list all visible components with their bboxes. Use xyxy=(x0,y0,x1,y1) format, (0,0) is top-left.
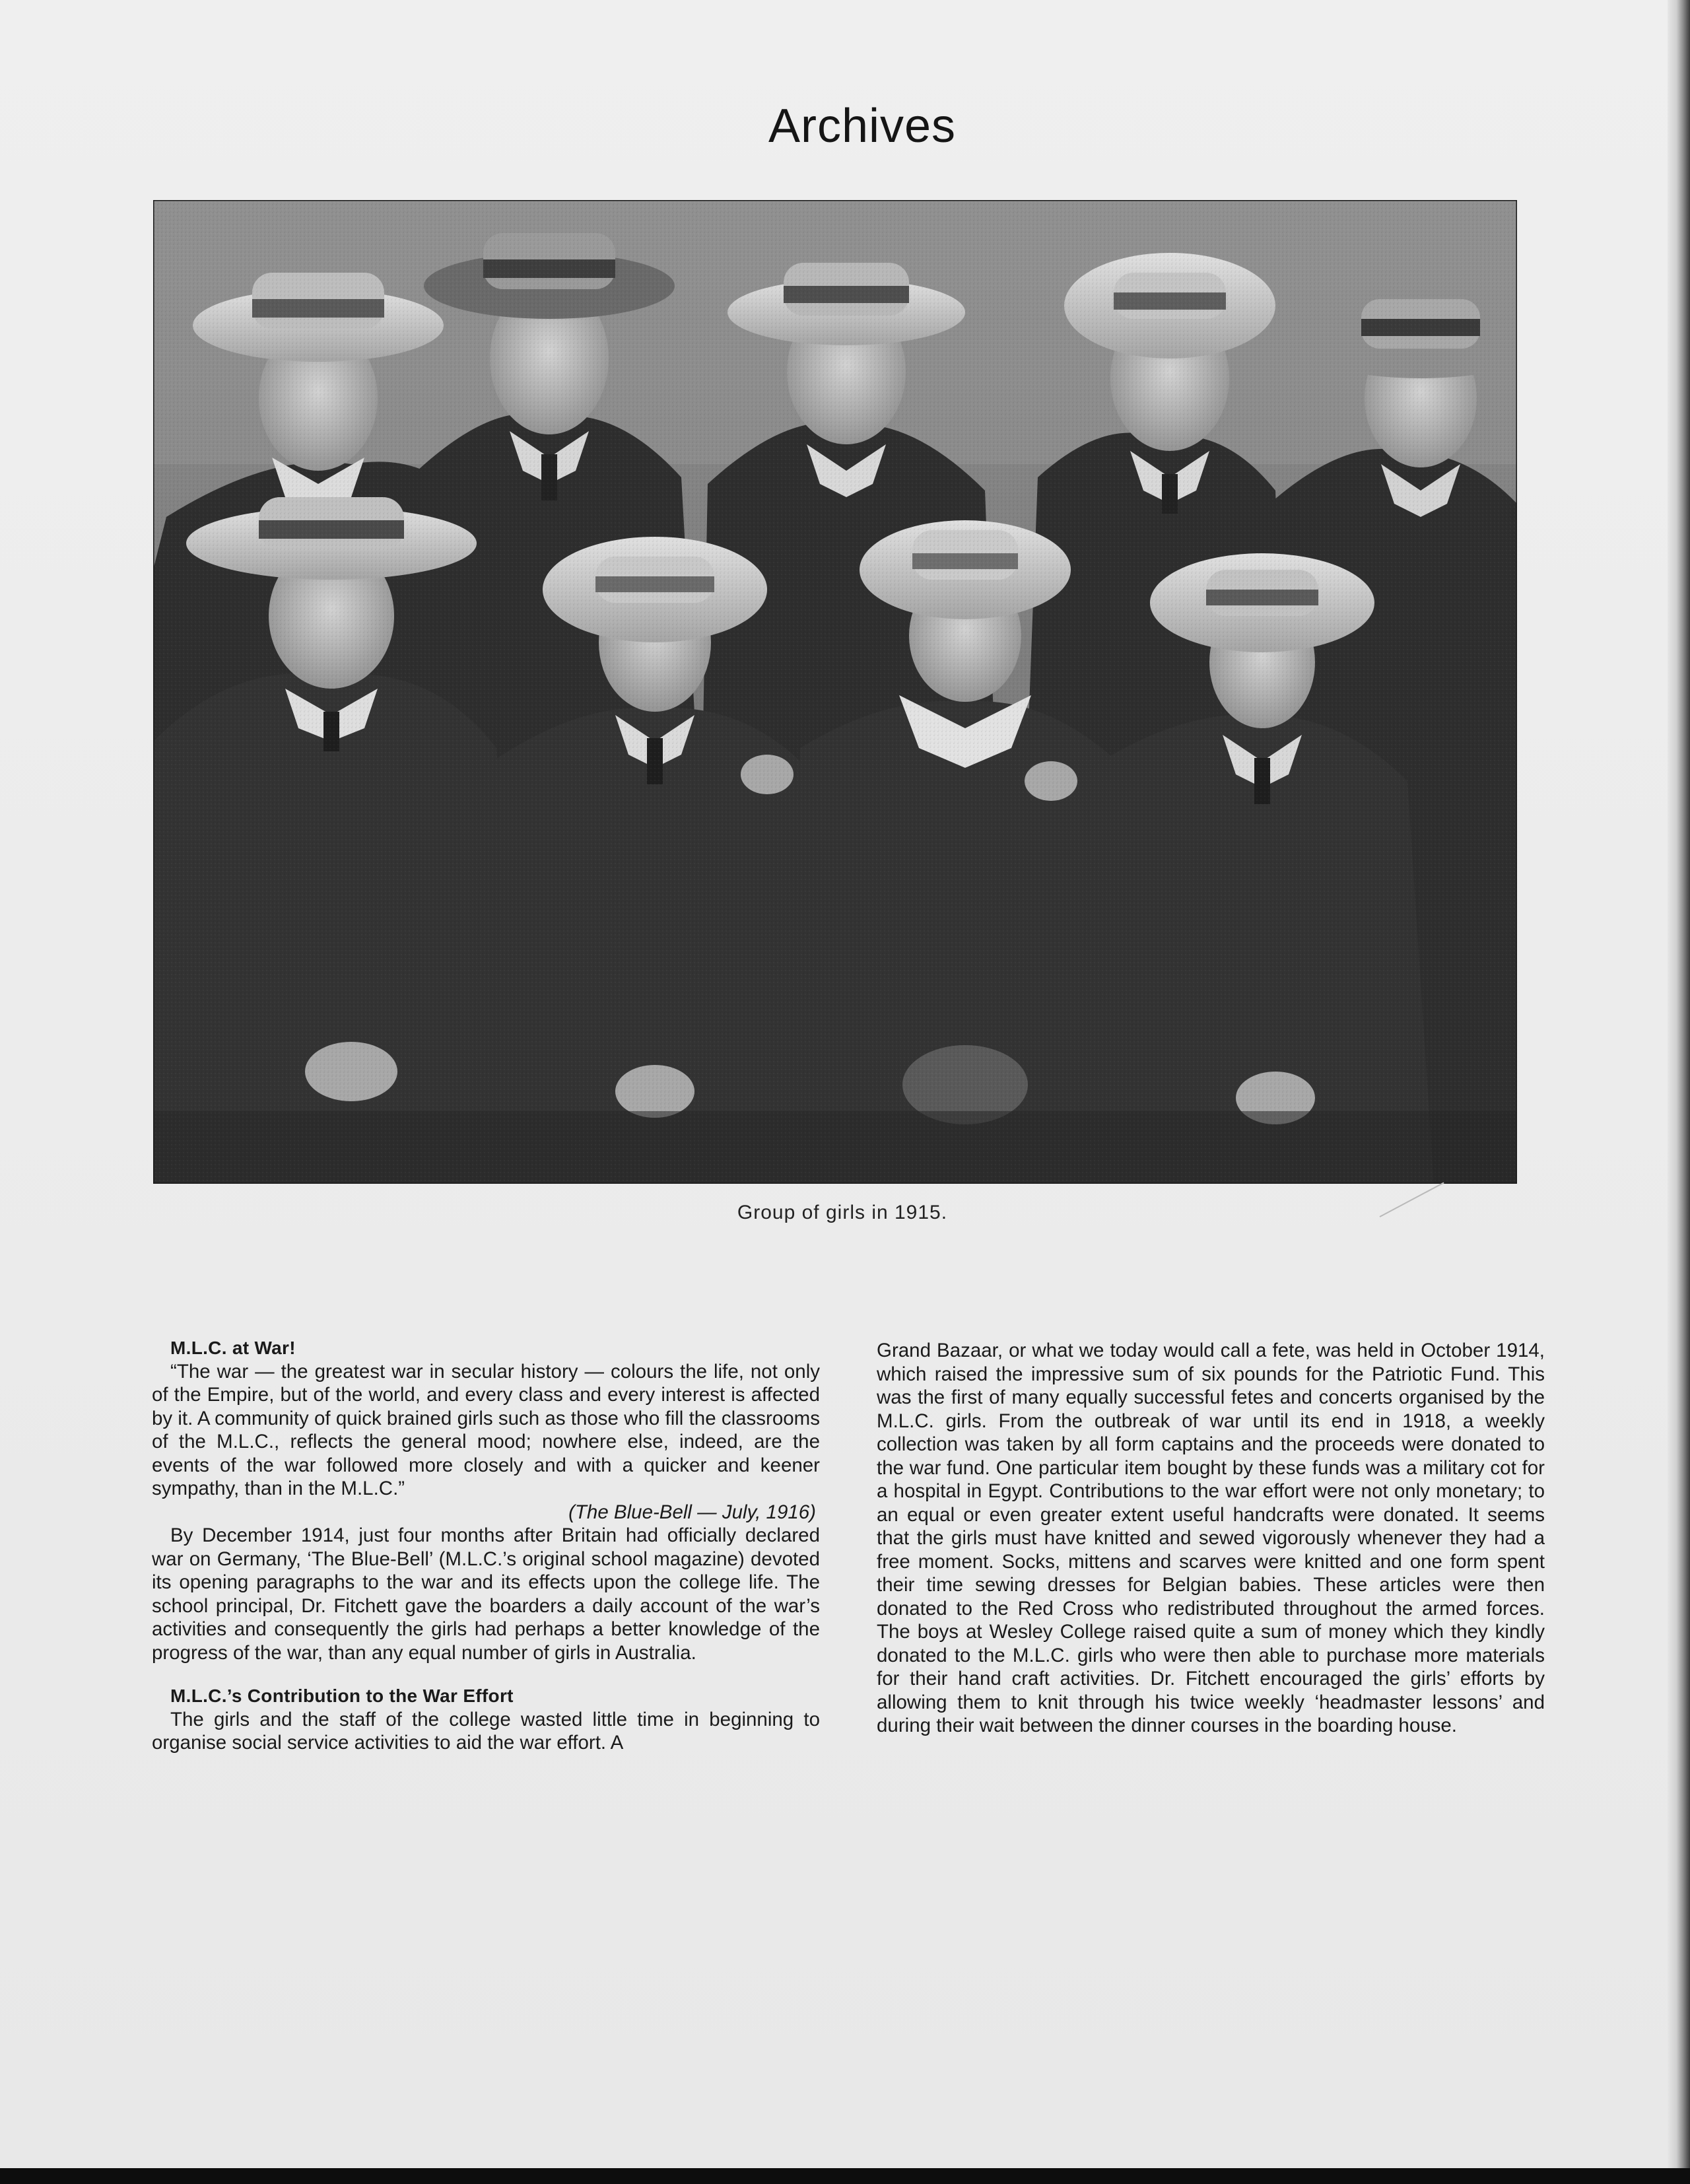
section-heading-mlc-at-war: M.L.C. at War! xyxy=(170,1338,296,1358)
article-column-right xyxy=(877,1339,1545,1738)
quote-citation: (The Blue-Bell — July, 1916) xyxy=(568,1501,816,1523)
scan-bottom-edge xyxy=(0,2168,1690,2184)
scan-page-edge xyxy=(1668,0,1690,2184)
photo-caption: Group of girls in 1915. xyxy=(737,1202,948,1223)
girls-in-school-hats-photo xyxy=(153,200,1517,1184)
archive-photograph xyxy=(153,200,1517,1184)
body-paragraph: By December 1914, just four months after Britain had officially declared war on Germany, ‘The Blue-Bell’ (M.L.C.’s original school magazine) devoted its opening paragraphs to the war and its effects upon the college life. The school principal, Dr. Fitchett gave the boarders a daily account of the war’s activities and consequently the girls had perhaps a better knowledge of the progress of the war, than any equal number of girls in Australia. xyxy=(152,1524,820,1664)
quote-paragraph: “The war — the greatest war in secular history — colours the life, not only of the Empire, but of the world, and every class and every interest is affected by it. A community of quick brained girls such as those who fill the classrooms of the M.L.C., reflects the general mood; nowhere else, indeed, are the events of the war followed more closely and with a quicker and keener sympathy, than in the M.L.C.” xyxy=(152,1360,820,1499)
section-heading-contribution: M.L.C.’s Contribution to the War Effort xyxy=(170,1686,514,1706)
article-column-left xyxy=(152,1336,820,1755)
body-paragraph-start: The girls and the staff of the college wasted little time in beginning to organise social service activities to aid the war effort. A xyxy=(152,1708,820,1754)
page-title: Archives xyxy=(768,100,957,153)
body-paragraph-continued: Grand Bazaar, or what we today would call a fete, was held in October 1914, which raised the impressive sum of six pounds for the Patriotic Fund. This was the first of many equally successful fetes and concerts organised by the M.L.C. girls. From the outbreak of war until its end in 1918, a weekly collection was taken by all form captains and the proceeds were donated to the war fund. One particular item bought by these funds was a military cot for a hospital in Egypt. Contributions to the war effort were not only monetary; to an equal or even greater extent useful handcrafts were donated. It seems that the girls must have knitted and sewed vigorously whenever they had a free moment. Socks, mittens and scarves were knitted and one form spent their time sewing dresses for Belgian babies. These articles were then donated to the Red Cross who redistributed throughout the armed forces. The boys at Wesley College raised quite a sum of money which they kindly donated to the M.L.C. girls who were then able to purchase more materials for their hand craft activities. Dr. Fitchett encouraged the girls’ efforts by allowing them to knit through his twice weekly ‘headmaster lessons’ and during their wait between the dinner courses in the boarding house. xyxy=(877,1340,1545,1736)
